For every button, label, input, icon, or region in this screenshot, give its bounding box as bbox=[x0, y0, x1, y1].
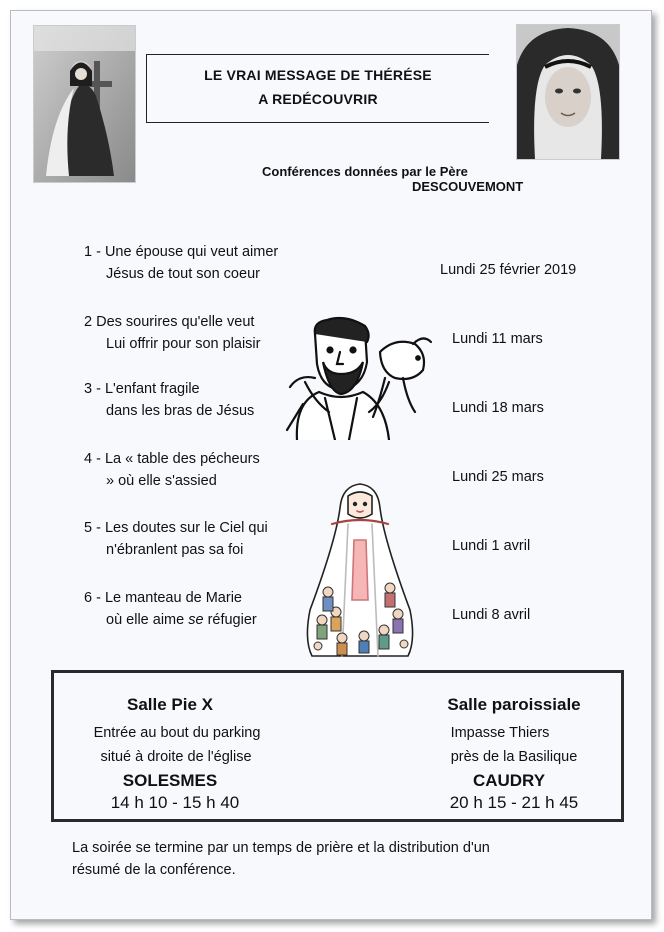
venue-left-name: Salle Pie X bbox=[127, 695, 213, 714]
list-item bbox=[84, 311, 260, 355]
title-line-2: A REDÉCOUVRIR bbox=[258, 91, 378, 107]
speaker-name: DESCOUVEMONT bbox=[412, 179, 524, 194]
shepherd-lamb-illustration bbox=[285, 312, 433, 440]
venue-right-name: Salle paroissiale bbox=[447, 695, 581, 714]
therese-kneeling-photo bbox=[33, 25, 136, 183]
list-item bbox=[84, 448, 260, 492]
list-item bbox=[84, 587, 257, 631]
item-2-line-2: Lui offrir pour son plaisir bbox=[106, 336, 261, 352]
venue-right-town: CAUDRY bbox=[472, 771, 546, 790]
footer-line-1: La soirée se termine par un temps de prière et la distribution d'un bbox=[72, 840, 490, 856]
venue-right-line-1: Impasse Thiers bbox=[450, 725, 550, 741]
item-1-date: Lundi 25 février 2019 bbox=[440, 262, 577, 278]
item-4-line-2: » où elle s'assied bbox=[106, 473, 217, 489]
item-1-line-2: Jésus de tout son coeur bbox=[106, 266, 260, 282]
therese-portrait-photo bbox=[516, 24, 620, 160]
list-item bbox=[84, 241, 278, 285]
item-1-line-1: 1 - Une épouse qui veut aimer bbox=[84, 244, 279, 260]
item-5-line-2: n'ébranlent pas sa foi bbox=[106, 542, 244, 558]
footer-line-2: résumé de la conférence. bbox=[72, 862, 236, 878]
title-line-1: LE VRAI MESSAGE DE THÉRÉSE bbox=[204, 67, 432, 83]
venue-right-line-2: près de la Basilique bbox=[450, 749, 578, 765]
venue-left-line-2: situé à droite de l'église bbox=[100, 749, 252, 765]
venue-box bbox=[51, 670, 624, 822]
title-box bbox=[146, 54, 489, 123]
item-6-date: Lundi 8 avril bbox=[452, 607, 531, 623]
item-3-date: Lundi 18 mars bbox=[452, 400, 544, 416]
item-4-date: Lundi 25 mars bbox=[452, 469, 544, 485]
footer-note bbox=[72, 837, 612, 881]
item-5-date: Lundi 1 avril bbox=[452, 538, 531, 554]
item-5-line-1: 5 - Les doutes sur le Ciel qui bbox=[84, 520, 268, 536]
conferences-intro: Conférences données par le Père bbox=[262, 164, 468, 179]
mary-mantle-illustration bbox=[302, 480, 418, 658]
item-3-line-1: 3 - L'enfant fragile bbox=[84, 381, 200, 397]
item-3-line-2: dans les bras de Jésus bbox=[106, 403, 255, 419]
item-2-line-1: 2 Des sourires qu'elle veut bbox=[84, 314, 255, 330]
venue-left-line-1: Entrée au bout du parking bbox=[93, 725, 261, 741]
item-4-line-1: 4 - La « table des pécheurs bbox=[84, 451, 260, 467]
item-6-line-1: 6 - Le manteau de Marie bbox=[84, 590, 242, 606]
venue-left-time: 14 h 10 - 15 h 40 bbox=[110, 793, 240, 812]
item-2-date: Lundi 11 mars bbox=[452, 331, 543, 347]
list-item bbox=[84, 517, 268, 561]
venue-right-time: 20 h 15 - 21 h 45 bbox=[449, 793, 579, 812]
item-6-line-2: où elle aime se réfugier bbox=[106, 612, 257, 628]
list-item bbox=[84, 378, 254, 422]
venue-left-town: SOLESMES bbox=[122, 771, 218, 790]
